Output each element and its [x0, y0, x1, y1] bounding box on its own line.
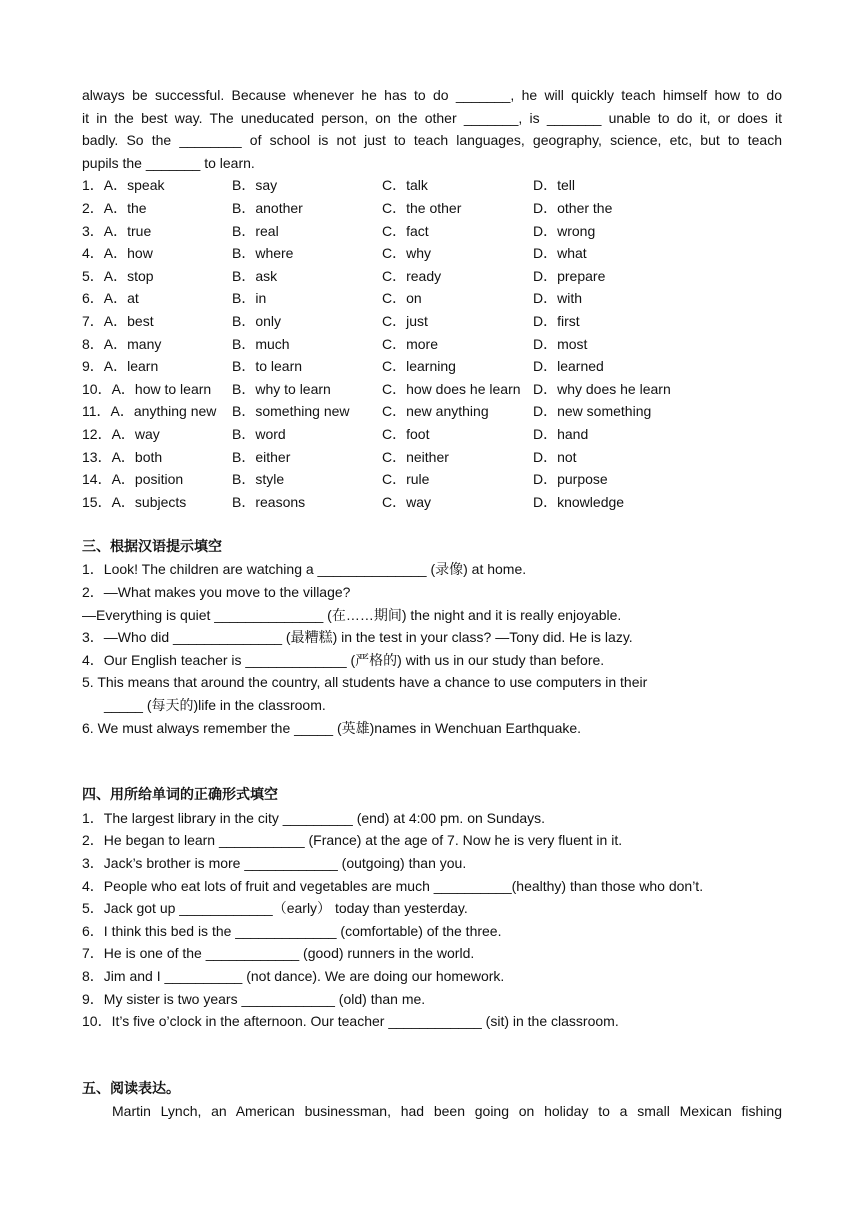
section-3-title: 三、根据汉语提示填空: [82, 538, 222, 555]
option-c: C．new anything: [382, 403, 489, 420]
option-a: 11．A．anything new: [82, 403, 217, 420]
option-c: C．why: [382, 245, 432, 262]
document-content: [82, 84, 782, 1123]
exercise-line: 8．Jim and I __________ (not dance). We are doing our homework.: [82, 967, 505, 984]
option-a: 6．A．at: [82, 290, 139, 307]
option-row: [82, 446, 782, 469]
option-c: C．how does he learn: [382, 380, 521, 397]
option-d: D．first: [533, 312, 580, 329]
option-c: C．talk: [382, 177, 428, 194]
option-d: D．learned: [533, 358, 604, 375]
passage-line: badly. So the ________ of school is not just to teach languages, geography, science, etc, but to teach: [82, 132, 782, 149]
exercise-line: 1．Look! The children are watching a ______________ (录像) at home.: [82, 561, 527, 578]
option-row: [82, 174, 782, 197]
option-row: [82, 491, 782, 514]
exercise-line: 10．It’s five o’clock in the afternoon. Our teacher ____________ (sit) in the classroom.: [82, 1013, 619, 1030]
option-row: [82, 287, 782, 310]
option-a: 9．A．learn: [82, 358, 159, 375]
option-c: C．learning: [382, 358, 456, 375]
option-c: C．ready: [382, 267, 442, 284]
section-3: [82, 536, 782, 739]
option-a: 7．A．best: [82, 312, 154, 329]
option-d: D．other the: [533, 199, 613, 216]
exercise-line: 4．Our English teacher is _____________ (严格的) with us in our study than before.: [82, 651, 605, 668]
reading-paragraph: Martin Lynch, an American businessman, had been going on holiday to a small Mexican fishing: [112, 1103, 782, 1120]
option-b: B．where: [232, 245, 294, 262]
option-row: [82, 220, 782, 243]
passage-line: always be successful. Because whenever he has to do _______, he will quickly teach himself how to do: [82, 87, 782, 103]
option-d: D．new something: [533, 403, 652, 420]
option-a: 3．A．true: [82, 222, 152, 239]
exercise-line: 5．Jack got up ____________（early） today than yesterday.: [82, 900, 468, 917]
option-b: B．ask: [232, 267, 278, 284]
spacer: [82, 739, 782, 784]
option-d: D．purpose: [533, 471, 608, 488]
exercise-line: _____ (每天的)life in the classroom.: [104, 697, 326, 714]
exercise-line: 4．People who eat lots of fruit and vegetables are much __________(healthy) than those who don’t.: [82, 877, 704, 894]
option-row: [82, 197, 782, 220]
section-4: [82, 784, 782, 1033]
option-d: D．hand: [533, 425, 589, 442]
option-a: 13．A．both: [82, 448, 163, 465]
option-row: [82, 468, 782, 491]
option-b: B．to learn: [232, 358, 303, 375]
option-c: C．foot: [382, 425, 430, 442]
option-a: 14．A．position: [82, 471, 184, 488]
option-b: B．reasons: [232, 493, 306, 510]
option-c: C．fact: [382, 222, 429, 239]
exercise-line: 6．I think this bed is the _____________ (comfortable) of the three.: [82, 922, 502, 939]
option-c: C．neither: [382, 448, 449, 465]
option-b: B．style: [232, 471, 285, 488]
option-b: B．why to learn: [232, 380, 331, 397]
option-row: [82, 423, 782, 446]
option-d: D．wrong: [533, 222, 596, 239]
option-row: [82, 310, 782, 333]
option-b: B．in: [232, 290, 267, 307]
option-b: B．say: [232, 177, 278, 194]
option-row: [82, 355, 782, 378]
option-d: D．what: [533, 245, 587, 262]
exercise-line: 3．Jack’s brother is more ____________ (outgoing) than you.: [82, 855, 467, 871]
section-4-title: 四、用所给单词的正确形式填空: [82, 787, 278, 804]
option-c: C．on: [382, 290, 422, 307]
option-c: C．just: [382, 312, 428, 329]
option-c: C．more: [382, 335, 439, 352]
option-row: [82, 265, 782, 288]
option-a: 8．A．many: [82, 335, 162, 352]
option-row: [82, 333, 782, 356]
exercise-line: —Everything is quiet ______________ (在……期间) the night and it is really enjoyable.: [82, 606, 622, 623]
option-a: 15．A．subjects: [82, 493, 187, 510]
option-d: D．why does he learn: [533, 380, 671, 397]
option-b: B．either: [232, 448, 291, 465]
option-d: D．most: [533, 335, 588, 352]
option-a: 5．A．stop: [82, 267, 154, 284]
option-row: [82, 400, 782, 423]
cloze-options: [82, 174, 782, 513]
exercise-line: 2．—What makes you move to the village?: [82, 584, 351, 601]
section-5: [82, 1078, 782, 1123]
option-a: 10．A．how to learn: [82, 380, 212, 397]
exercise-line: 3．—Who did ______________ (最糟糕) in the test in your class? —Tony did. He is lazy.: [82, 629, 633, 646]
passage-line: pupils the _______ to learn.: [82, 154, 255, 171]
spacer: [82, 513, 782, 536]
option-b: B．another: [232, 199, 303, 216]
option-c: C．rule: [382, 471, 430, 488]
exercise-line: 7．He is one of the ____________ (good) runners in the world.: [82, 945, 475, 962]
option-c: C．way: [382, 493, 432, 510]
option-c: C．the other: [382, 199, 462, 216]
exercise-line: 6. We must always remember the _____ (英雄)names in Wenchuan Earthquake.: [82, 719, 582, 736]
option-b: B．real: [232, 222, 279, 239]
option-b: B．much: [232, 335, 290, 352]
option-a: 2．A．the: [82, 199, 147, 216]
exercise-line: 2．He began to learn ___________ (France) at the age of 7. Now he is very fluent in it.: [82, 832, 623, 849]
passage-line: it in the best way. The uneducated person, on the other _______, is _______ unable to do it, or does it: [82, 109, 782, 126]
option-a: 12．A．way: [82, 425, 160, 442]
option-d: D．tell: [533, 177, 576, 194]
option-row: [82, 242, 782, 265]
option-b: B．only: [232, 312, 282, 329]
option-b: B．something new: [232, 403, 350, 420]
option-a: 4．A．how: [82, 245, 153, 262]
section-5-title: 五、阅读表达。: [82, 1080, 180, 1097]
option-b: B．word: [232, 425, 286, 442]
option-d: D．with: [533, 290, 583, 307]
cloze-passage: [82, 84, 782, 174]
option-row: [82, 378, 782, 401]
option-d: D．knowledge: [533, 493, 625, 510]
spacer: [82, 1033, 782, 1078]
option-d: D．not: [533, 448, 577, 465]
exercise-line: 9．My sister is two years ____________ (old) than me.: [82, 990, 426, 1007]
option-d: D．prepare: [533, 267, 606, 284]
exercise-line: 1．The largest library in the city _________ (end) at 4:00 pm. on Sundays.: [82, 809, 546, 826]
option-a: 1．A．speak: [82, 177, 165, 194]
exercise-line: 5. This means that around the country, all students have a chance to use computers in their: [82, 674, 648, 691]
